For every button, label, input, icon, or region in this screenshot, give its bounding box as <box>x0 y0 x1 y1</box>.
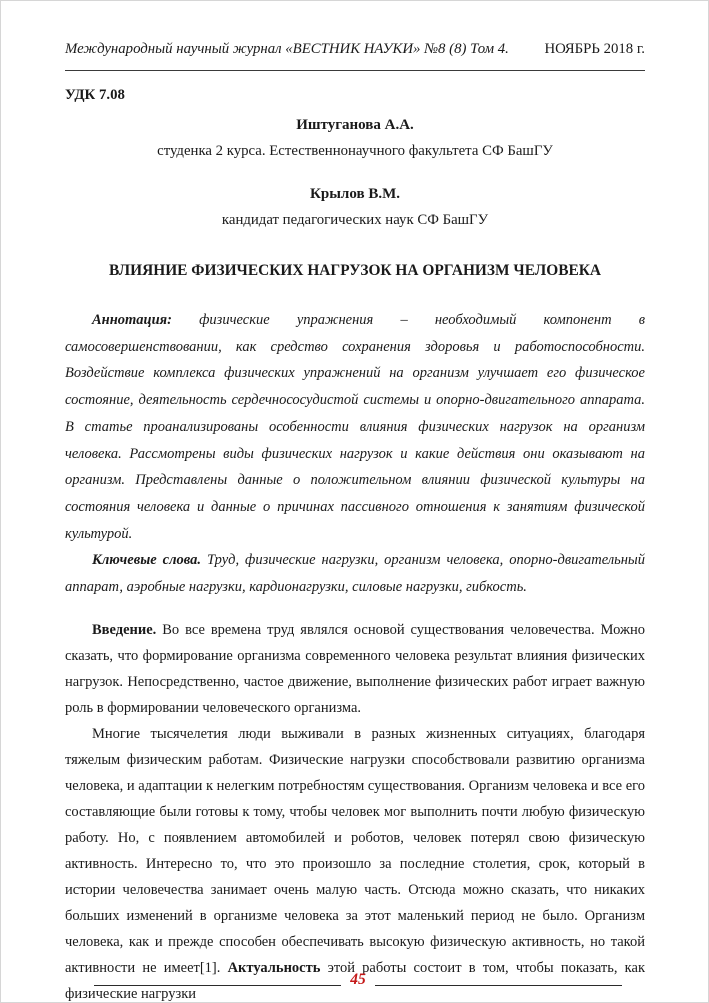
journal-title: Международный научный журнал «ВЕСТНИК НАУКИ» №8 (8) Том 4. <box>65 41 509 57</box>
authors-block <box>65 117 645 229</box>
relevance-label: Актуальность <box>227 959 321 976</box>
footer-rule-right <box>375 985 622 986</box>
body-text-part1: Многие тысячелетия люди выживали в разных жизненных ситуациях, благодаря тяжелым физическим работам. Физические нагрузки способствовали развитию организма человека, и адаптации к нелегким потребностям существования. Организм человека и все его составляющие были готовы к тому, чтобы человек мог выполнить почти любую физическую работу. Но, с появлением автомобилей и роботов, человек потерял свою физическую активность. Интересно то, что это произошло за последние столетия, срок, который в истории человечества занимает очень малую часть. Отсюда можно сказать, что никаких больших изменений в организме человека за этот маленький период не было. Организм человека, как и прежде способен обеспечивать высокую физическую активность, но такой активности не имеет[1]. <box>65 725 645 976</box>
udc-code: УДК 7.08 <box>65 87 125 103</box>
introduction-paragraph <box>65 617 645 721</box>
body-text-part2: этой работы состоит в том, чтобы показать, как физические нагрузки <box>65 959 645 1002</box>
keywords-text: Труд, физические нагрузки, организм человека, опорно-двигательный аппарат, аэробные нагрузки, кардионагрузки, силовые нагрузки, гибкость. <box>65 552 646 596</box>
author-affiliation: студенка 2 курса. Естественнонаучного факультета СФ БашГУ <box>157 143 553 159</box>
keywords-paragraph <box>65 547 645 600</box>
body-paragraph <box>65 721 645 1003</box>
author-name: Крылов В.М. <box>310 186 400 202</box>
introduction-label: Введение. <box>92 621 157 638</box>
author-affiliation: кандидат педагогических наук СФ БашГУ <box>221 212 489 228</box>
abstract-label: Аннотация: <box>92 312 172 328</box>
abstract-paragraph <box>65 307 645 547</box>
running-header <box>65 41 645 58</box>
author-name: Иштуганова А.А. <box>296 117 414 133</box>
page-number: 45 <box>350 971 366 988</box>
footer-rule-left <box>94 985 341 986</box>
abstract-text: физические упражнения – необходимый компонент в самосовершенствовании, как средство сохранения здоровья и работоспособности. Воздействие комплекса физических упражнений на организм улучшает его физическое состояние, деятельность сердечнососудистой системы и опорно-двигательного аппарата. В статье проанализированы особенности влияния физических нагрузок на организм человека. Рассмотрены виды физических нагрузок и какие действия они оказывают на организм. Представлены данные о положительном влиянии физической культуры на состояния человека и данные о причинах пассивного отношения к занятиям физической культурой. <box>65 312 645 542</box>
page-footer <box>94 971 622 989</box>
issue-date: НОЯБРЬ 2018 г. <box>544 41 645 57</box>
introduction-text: Во все времена труд являлся основой существования человечества. Можно сказать, что формирование организма современного человека результат влияния физических нагрузок. Непосредственно, частое движение, выполнение физических работ играет важную роль в формировании человеческого организма. <box>65 621 645 716</box>
article-title: ВЛИЯНИЕ ФИЗИЧЕСКИХ НАГРУЗОК НА ОРГАНИЗМ ЧЕЛОВЕКА <box>108 262 601 279</box>
header-rule <box>65 70 645 71</box>
keywords-label: Ключевые слова. <box>92 552 202 569</box>
